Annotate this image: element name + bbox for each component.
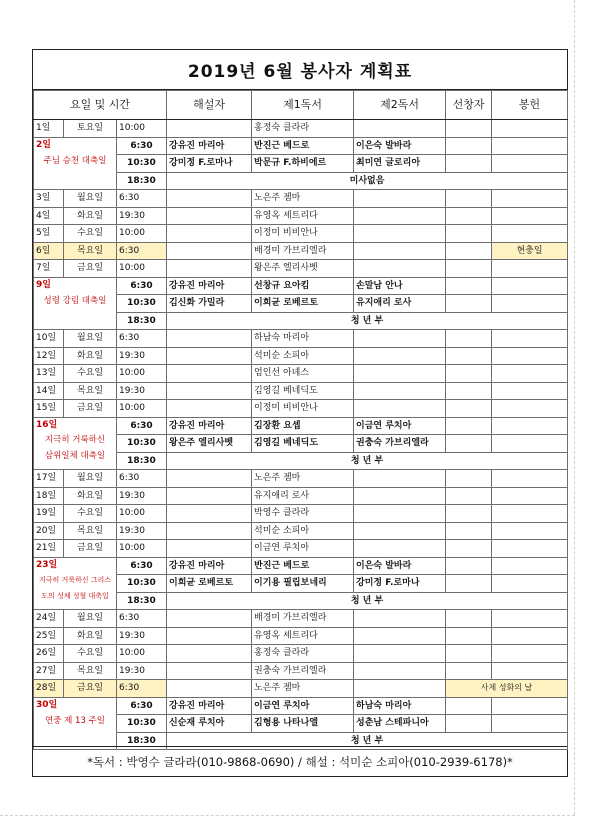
table-row	[34, 260, 568, 278]
commentator-cell	[167, 540, 252, 558]
cantor-cell	[446, 225, 492, 243]
offertory-cell	[492, 347, 568, 365]
mass-time-cell: 10:30	[117, 575, 167, 593]
mass-note-cell: 미사없음	[167, 172, 568, 190]
day-cell: 14일	[34, 382, 64, 400]
day-cell: 19일	[34, 505, 64, 523]
reader1-cell: 김장환 요셉	[252, 417, 354, 435]
time-cell: 19:30	[117, 627, 167, 645]
reader1-cell: 이기용 필립보네리	[252, 575, 354, 593]
weekday-cell: 목요일	[64, 522, 117, 540]
offertory-cell	[492, 610, 568, 628]
mass-time-cell: 10:30	[117, 155, 167, 173]
commentator-cell	[167, 505, 252, 523]
sunday-mass-row	[34, 137, 568, 155]
weekday-cell: 화요일	[64, 627, 117, 645]
cantor-cell	[446, 295, 492, 313]
weekday-cell: 금요일	[64, 260, 117, 278]
reader2-cell	[354, 225, 446, 243]
time-cell: 19:30	[117, 382, 167, 400]
weekday-cell: 화요일	[64, 207, 117, 225]
time-cell: 6:30	[117, 610, 167, 628]
weekday-cell: 금요일	[64, 540, 117, 558]
sunday-date-cell	[34, 697, 117, 750]
day-cell: 24일	[34, 610, 64, 628]
mass-time-cell: 10:30	[117, 715, 167, 733]
reader1-cell: 권충숙 가브리엘라	[252, 662, 354, 680]
reader1-cell: 김영길 베네딕도	[252, 435, 354, 453]
reader2-cell: 성춘남 스테파니아	[354, 715, 446, 733]
weekday-cell: 수요일	[64, 645, 117, 663]
reader1-cell: 배경미 가브리엘라	[252, 242, 354, 260]
sunday-date: 30일	[36, 699, 58, 710]
time-cell: 19:30	[117, 487, 167, 505]
offertory-cell	[492, 715, 568, 733]
table-row	[34, 470, 568, 488]
feast-name: 성령 강림 대축일	[43, 295, 107, 306]
day-cell: 26일	[34, 645, 64, 663]
table-row	[34, 487, 568, 505]
commentator-cell	[167, 120, 252, 138]
commentator-cell	[167, 522, 252, 540]
weekday-cell: 월요일	[64, 470, 117, 488]
time-cell: 19:30	[117, 347, 167, 365]
reader2-cell	[354, 190, 446, 208]
commentator-cell	[167, 347, 252, 365]
day-cell: 10일	[34, 330, 64, 348]
table-row	[34, 225, 568, 243]
commentator-cell	[167, 242, 252, 260]
commentator-cell: 강유진 마리아	[167, 417, 252, 435]
offertory-cell	[492, 137, 568, 155]
offertory-cell	[492, 260, 568, 278]
reader2-cell	[354, 400, 446, 418]
mass-note-cell: 청 년 부	[167, 452, 568, 470]
time-cell: 10:00	[117, 400, 167, 418]
header-offertory: 봉헌	[492, 91, 568, 120]
header-day-time: 요일 및 시간	[34, 91, 167, 120]
day-cell: 6일	[34, 242, 64, 260]
table-row	[34, 522, 568, 540]
weekday-cell: 화요일	[64, 347, 117, 365]
weekday-cell: 월요일	[64, 190, 117, 208]
reader2-cell	[354, 680, 446, 698]
sunday-date-cell	[34, 137, 117, 190]
cantor-cell	[446, 505, 492, 523]
cantor-cell	[446, 662, 492, 680]
day-cell: 3일	[34, 190, 64, 208]
reader2-cell	[354, 330, 446, 348]
time-cell: 10:00	[117, 120, 167, 138]
offertory-cell	[492, 277, 568, 295]
offertory-cell	[492, 207, 568, 225]
commentator-cell	[167, 207, 252, 225]
reader2-cell	[354, 522, 446, 540]
offertory-cell	[492, 627, 568, 645]
commentator-cell: 강유진 마리아	[167, 137, 252, 155]
commentator-cell	[167, 382, 252, 400]
offertory-cell	[492, 557, 568, 575]
weekday-cell: 수요일	[64, 505, 117, 523]
reader2-cell	[354, 260, 446, 278]
offertory-cell	[492, 330, 568, 348]
time-cell: 10:00	[117, 260, 167, 278]
cantor-cell	[446, 715, 492, 733]
offertory-cell	[492, 662, 568, 680]
time-cell: 10:00	[117, 225, 167, 243]
time-cell: 10:00	[117, 645, 167, 663]
cantor-cell	[446, 365, 492, 383]
cantor-cell	[446, 155, 492, 173]
offertory-cell	[492, 487, 568, 505]
reader1-cell: 왕은주 엘리사벳	[252, 260, 354, 278]
sunday-date: 2일	[36, 139, 51, 150]
reader1-cell: 이희균 로베르토	[252, 295, 354, 313]
cantor-cell	[446, 540, 492, 558]
day-cell: 4일	[34, 207, 64, 225]
offertory-cell	[492, 295, 568, 313]
weekday-cell: 화요일	[64, 487, 117, 505]
offertory-cell	[492, 697, 568, 715]
weekday-cell: 월요일	[64, 330, 117, 348]
cantor-cell	[446, 627, 492, 645]
time-cell: 6:30	[117, 242, 167, 260]
reader1-cell: 노은주 젬마	[252, 190, 354, 208]
cantor-cell	[446, 697, 492, 715]
cantor-cell	[446, 260, 492, 278]
table-row	[34, 400, 568, 418]
offertory-cell	[492, 155, 568, 173]
commentator-cell	[167, 627, 252, 645]
offertory-cell	[492, 522, 568, 540]
offertory-cell	[492, 575, 568, 593]
time-cell: 6:30	[117, 680, 167, 698]
offertory-cell	[492, 417, 568, 435]
commentator-cell	[167, 610, 252, 628]
offertory-cell	[492, 120, 568, 138]
cantor-cell: 사제 성화의 날	[446, 680, 568, 698]
reader1-cell: 반진근 베드로	[252, 137, 354, 155]
reader1-cell: 김영길 베네딕도	[252, 382, 354, 400]
time-cell: 10:00	[117, 365, 167, 383]
day-cell: 21일	[34, 540, 64, 558]
cantor-cell	[446, 382, 492, 400]
reader2-cell: 이금연 루치아	[354, 417, 446, 435]
day-cell: 13일	[34, 365, 64, 383]
cantor-cell	[446, 435, 492, 453]
offertory-cell	[492, 470, 568, 488]
reader1-cell: 석미순 소피아	[252, 347, 354, 365]
reader1-cell: 유영옥 세트리다	[252, 627, 354, 645]
table-row	[34, 505, 568, 523]
contact-footer: *독서 : 박영수 글라라(010-9868-0690) / 해설 : 석미순 소피아(010-2939-6178)*	[33, 746, 567, 776]
mass-time-cell: 6:30	[117, 277, 167, 295]
weekday-cell: 목요일	[64, 242, 117, 260]
reader2-cell	[354, 365, 446, 383]
reader2-cell	[354, 347, 446, 365]
offertory-cell	[492, 382, 568, 400]
weekday-cell: 금요일	[64, 400, 117, 418]
reader2-cell: 최미연 글로리아	[354, 155, 446, 173]
cantor-cell	[446, 522, 492, 540]
table-row	[34, 662, 568, 680]
offertory-cell: 현충일	[492, 242, 568, 260]
day-cell: 12일	[34, 347, 64, 365]
cantor-cell	[446, 487, 492, 505]
weekday-cell: 금요일	[64, 680, 117, 698]
time-cell: 6:30	[117, 330, 167, 348]
commentator-cell	[167, 662, 252, 680]
commentator-cell: 강유진 마리아	[167, 557, 252, 575]
reader1-cell: 배경미 가브리엘라	[252, 610, 354, 628]
mass-time-cell: 18:30	[117, 172, 167, 190]
reader1-cell: 유지애리 로사	[252, 487, 354, 505]
reader1-cell: 선창규 요아킴	[252, 277, 354, 295]
cantor-cell	[446, 190, 492, 208]
reader1-cell: 박영수 클라라	[252, 505, 354, 523]
commentator-cell	[167, 487, 252, 505]
reader2-cell: 권충숙 가브리엘라	[354, 435, 446, 453]
mass-time-cell: 6:30	[117, 417, 167, 435]
reader2-cell	[354, 505, 446, 523]
reader2-cell: 하남숙 마리아	[354, 697, 446, 715]
time-cell: 19:30	[117, 522, 167, 540]
day-cell: 7일	[34, 260, 64, 278]
feast-name: 도의 성체 성혈 대축일	[41, 591, 109, 600]
time-cell: 10:00	[117, 540, 167, 558]
reader2-cell	[354, 470, 446, 488]
page-edge-bottom	[0, 815, 575, 816]
sunday-mass-row	[34, 697, 568, 715]
mass-time-cell: 6:30	[117, 697, 167, 715]
feast-name: 지극히 거룩하신 그리스	[38, 575, 112, 584]
cantor-cell	[446, 207, 492, 225]
commentator-cell	[167, 225, 252, 243]
commentator-cell	[167, 260, 252, 278]
commentator-cell: 강미정 F.로마나	[167, 155, 252, 173]
reader2-cell	[354, 645, 446, 663]
header-reader1: 제1독서	[252, 91, 354, 120]
time-cell: 19:30	[117, 207, 167, 225]
commentator-cell: 강유진 마리아	[167, 277, 252, 295]
day-cell: 20일	[34, 522, 64, 540]
weekday-cell: 목요일	[64, 662, 117, 680]
mass-time-cell: 6:30	[117, 137, 167, 155]
day-cell: 25일	[34, 627, 64, 645]
mass-time-cell: 18:30	[117, 732, 167, 750]
reader1-cell: 이정미 비비안나	[252, 400, 354, 418]
reader2-cell	[354, 627, 446, 645]
offertory-cell	[492, 190, 568, 208]
reader1-cell: 홍정숙 클라라	[252, 120, 354, 138]
table-row	[34, 347, 568, 365]
table-row	[34, 330, 568, 348]
reader1-cell: 하남숙 마리아	[252, 330, 354, 348]
table-row	[34, 645, 568, 663]
reader1-cell: 노은주 젬마	[252, 470, 354, 488]
time-cell: 10:00	[117, 505, 167, 523]
table-row	[34, 680, 568, 698]
reader1-cell: 이금연 루치아	[252, 697, 354, 715]
weekday-cell: 목요일	[64, 382, 117, 400]
feast-name: 삼위일체 대축일	[44, 450, 106, 461]
commentator-cell: 왕은주 엘리사벳	[167, 435, 252, 453]
feast-name: 주님 승천 대축일	[43, 155, 107, 166]
table-row	[34, 242, 568, 260]
reader2-cell: 손말남 안나	[354, 277, 446, 295]
mass-note-cell: 청 년 부	[167, 312, 568, 330]
cantor-cell	[446, 645, 492, 663]
mass-time-cell: 6:30	[117, 557, 167, 575]
reader2-cell	[354, 382, 446, 400]
offertory-cell	[492, 435, 568, 453]
sunday-mass-row	[34, 417, 568, 435]
weekday-cell: 토요일	[64, 120, 117, 138]
day-cell: 5일	[34, 225, 64, 243]
offertory-cell	[492, 505, 568, 523]
reader1-cell: 홍정숙 클라라	[252, 645, 354, 663]
feast-name: 연중 제 13 주일	[45, 715, 105, 726]
sunday-date: 23일	[36, 559, 58, 570]
offertory-cell	[492, 645, 568, 663]
sunday-date-cell	[34, 417, 117, 470]
header-reader2: 제2독서	[354, 91, 446, 120]
mass-time-cell: 10:30	[117, 295, 167, 313]
table-row	[34, 190, 568, 208]
sunday-mass-row	[34, 557, 568, 575]
sunday-date-cell	[34, 277, 117, 330]
commentator-cell	[167, 365, 252, 383]
weekday-cell: 수요일	[64, 365, 117, 383]
cantor-cell	[446, 347, 492, 365]
table-row	[34, 610, 568, 628]
reader2-cell	[354, 487, 446, 505]
day-cell: 18일	[34, 487, 64, 505]
commentator-cell: 강유진 마리아	[167, 697, 252, 715]
cantor-cell	[446, 242, 492, 260]
offertory-cell	[492, 400, 568, 418]
sunday-date: 16일	[36, 419, 58, 430]
header-cantor: 선창자	[446, 91, 492, 120]
offertory-cell	[492, 365, 568, 383]
cantor-cell	[446, 330, 492, 348]
offertory-cell	[492, 540, 568, 558]
commentator-cell	[167, 680, 252, 698]
header-commentator: 해설자	[167, 91, 252, 120]
cantor-cell	[446, 575, 492, 593]
weekday-cell: 월요일	[64, 610, 117, 628]
table-row	[34, 365, 568, 383]
day-cell: 27일	[34, 662, 64, 680]
commentator-cell: 신순재 루치아	[167, 715, 252, 733]
reader1-cell: 이정미 비비안나	[252, 225, 354, 243]
reader1-cell: 노은주 젬마	[252, 680, 354, 698]
commentator-cell	[167, 470, 252, 488]
time-cell: 6:30	[117, 470, 167, 488]
reader1-cell: 유영옥 세트리다	[252, 207, 354, 225]
reader1-cell: 김형용 나타나엘	[252, 715, 354, 733]
time-cell: 19:30	[117, 662, 167, 680]
page-title: 2019년 6월 봉사자 계획표	[33, 50, 567, 90]
sunday-date: 9일	[36, 279, 51, 290]
mass-time-cell: 18:30	[117, 452, 167, 470]
table-row	[34, 540, 568, 558]
sunday-date-cell	[34, 557, 117, 610]
reader2-cell: 이은숙 발바라	[354, 137, 446, 155]
mass-time-cell: 18:30	[117, 312, 167, 330]
reader2-cell	[354, 242, 446, 260]
table-row	[34, 627, 568, 645]
reader1-cell: 이금연 루치아	[252, 540, 354, 558]
reader2-cell: 강미정 F.로마나	[354, 575, 446, 593]
cantor-cell	[446, 557, 492, 575]
cantor-cell	[446, 137, 492, 155]
cantor-cell	[446, 277, 492, 295]
reader1-cell: 엄인선 아녜스	[252, 365, 354, 383]
mass-time-cell: 10:30	[117, 435, 167, 453]
table-row	[34, 382, 568, 400]
day-cell: 17일	[34, 470, 64, 488]
reader2-cell	[354, 540, 446, 558]
weekday-cell: 수요일	[64, 225, 117, 243]
reader2-cell: 유지애리 로사	[354, 295, 446, 313]
cantor-cell	[446, 610, 492, 628]
reader2-cell	[354, 610, 446, 628]
mass-note-cell: 청 년 부	[167, 732, 568, 750]
cantor-cell	[446, 400, 492, 418]
commentator-cell: 김신화 가밀라	[167, 295, 252, 313]
schedule-sheet	[32, 49, 568, 777]
reader1-cell: 반진근 베드로	[252, 557, 354, 575]
cantor-cell	[446, 120, 492, 138]
time-cell: 6:30	[117, 190, 167, 208]
mass-time-cell: 18:30	[117, 592, 167, 610]
cantor-cell	[446, 417, 492, 435]
schedule-table	[33, 90, 568, 750]
day-cell: 1일	[34, 120, 64, 138]
commentator-cell	[167, 645, 252, 663]
sunday-mass-row	[34, 277, 568, 295]
day-cell: 15일	[34, 400, 64, 418]
commentator-cell: 이희균 로베르토	[167, 575, 252, 593]
reader2-cell: 이은숙 발바라	[354, 557, 446, 575]
reader1-cell: 박문규 F.하비에르	[252, 155, 354, 173]
table-row	[34, 207, 568, 225]
reader2-cell	[354, 662, 446, 680]
commentator-cell	[167, 190, 252, 208]
cantor-cell	[446, 470, 492, 488]
commentator-cell	[167, 330, 252, 348]
header-row	[34, 91, 568, 120]
table-row	[34, 120, 568, 138]
reader2-cell	[354, 120, 446, 138]
reader2-cell	[354, 207, 446, 225]
page-edge-right	[574, 0, 575, 815]
offertory-cell	[492, 225, 568, 243]
day-cell: 28일	[34, 680, 64, 698]
reader1-cell: 석미순 소피아	[252, 522, 354, 540]
mass-note-cell: 청 년 부	[167, 592, 568, 610]
feast-name: 지극히 거룩하신	[44, 434, 106, 445]
commentator-cell	[167, 400, 252, 418]
